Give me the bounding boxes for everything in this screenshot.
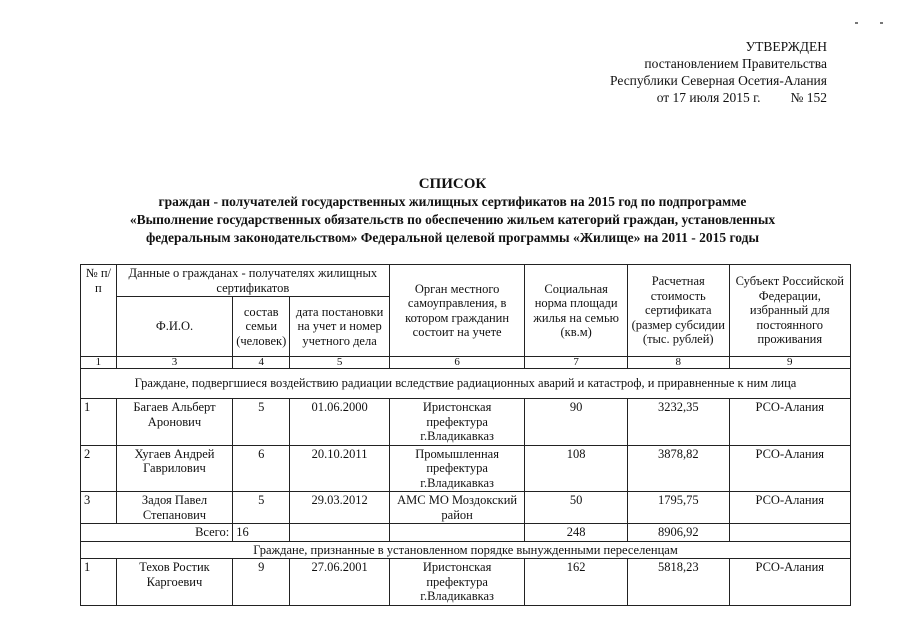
- empty-cell: [290, 524, 390, 542]
- total-family: 16: [233, 524, 290, 542]
- table-row: [81, 559, 851, 606]
- certificates-table: [80, 264, 851, 606]
- table-row: [81, 445, 851, 492]
- header-subject: Субъект Российской Федерации, избранный для постоянного проживания: [729, 265, 850, 357]
- section-title: Граждане, подвергшиеся воздействию радиации вследствие радиационных аварий и катастроф, и приравненные к ним лица: [81, 369, 851, 399]
- cell-norm: 50: [525, 492, 628, 524]
- column-number: 5: [290, 357, 390, 369]
- section-row: [81, 541, 851, 559]
- cell-norm: 108: [525, 445, 628, 492]
- column-number: 3: [116, 357, 232, 369]
- cell-norm: 162: [525, 559, 628, 606]
- header-num: № п/п: [81, 265, 117, 357]
- section-row: [81, 369, 851, 399]
- cell-date: 20.10.2011: [290, 445, 390, 492]
- cell-cost: 3232,35: [627, 399, 729, 446]
- empty-cell: [729, 524, 850, 542]
- approval-line: постановлением Правительства: [644, 56, 827, 71]
- total-cost: 8906,92: [627, 524, 729, 542]
- header-cost: Расчетная стоимость сертификата (размер субсидии (тыс. рублей): [627, 265, 729, 357]
- column-number: 1: [81, 357, 117, 369]
- cell-cost: 1795,75: [627, 492, 729, 524]
- column-number: 4: [233, 357, 290, 369]
- column-number-row: [81, 357, 851, 369]
- cell-subject: РСО-Алания: [729, 445, 850, 492]
- cell-norm: 90: [525, 399, 628, 446]
- document-title: [0, 175, 905, 247]
- cell-authority: Иристонская префектура г.Владикавказ: [389, 399, 524, 446]
- scan-speck: [855, 22, 858, 24]
- empty-cell: [389, 524, 524, 542]
- approval-line: Республики Северная Осетия-Алания: [610, 73, 827, 88]
- title-heading: СПИСОК: [418, 176, 487, 192]
- scan-speck: [880, 22, 883, 24]
- cell-cost: 3878,82: [627, 445, 729, 492]
- approval-date-line: [610, 89, 827, 106]
- section-title: Граждане, признанные в установленном порядке вынужденными переселенцам: [81, 541, 851, 559]
- column-number: 6: [389, 357, 524, 369]
- cell-family: 6: [233, 445, 290, 492]
- cell-date: 01.06.2000: [290, 399, 390, 446]
- cell-authority: АМС МО Моздокский район: [389, 492, 524, 524]
- cell-authority: Иристонская префектура г.Владикавказ: [389, 559, 524, 606]
- cell-subject: РСО-Алания: [729, 559, 850, 606]
- cell-name: Багаев Альберт Аронович: [116, 399, 232, 446]
- header-reg-date: дата постановки на учет и номер учетного дела: [290, 297, 390, 357]
- cell-cost: 5818,23: [627, 559, 729, 606]
- approval-stamp: [610, 38, 827, 106]
- approval-number: № 152: [790, 90, 827, 105]
- total-norm: 248: [525, 524, 628, 542]
- total-row: [81, 524, 851, 542]
- title-line: «Выполнение государственных обязательств по обеспечению жильем категорий граждан, установленных: [129, 212, 776, 227]
- title-line: федеральным законодательством» Федеральной целевой программы «Жилище» на 2011 - 2015 годы: [145, 230, 760, 245]
- cell-family: 5: [233, 399, 290, 446]
- cell-num: 3: [81, 492, 117, 524]
- cell-name: Хугаев Андрей Гаврилович: [116, 445, 232, 492]
- cell-name: Задоя Павел Степанович: [116, 492, 232, 524]
- title-line: граждан - получателей государственных жилищных сертификатов на 2015 год по подпрограмме: [158, 194, 747, 209]
- cell-date: 27.06.2001: [290, 559, 390, 606]
- column-number: 7: [525, 357, 628, 369]
- cell-date: 29.03.2012: [290, 492, 390, 524]
- header-name: Ф.И.О.: [116, 297, 232, 357]
- cell-family: 9: [233, 559, 290, 606]
- cell-num: 1: [81, 559, 117, 606]
- column-number: 8: [627, 357, 729, 369]
- table-row: [81, 492, 851, 524]
- cell-authority: Промышленная префектура г.Владикавказ: [389, 445, 524, 492]
- total-label: Всего:: [81, 524, 233, 542]
- approval-line: УТВЕРЖДЕН: [745, 39, 827, 54]
- cell-num: 2: [81, 445, 117, 492]
- cell-subject: РСО-Алания: [729, 399, 850, 446]
- cell-num: 1: [81, 399, 117, 446]
- approval-date: от 17 июля 2015 г.: [656, 90, 761, 105]
- header-authority: Орган местного самоуправления, в котором гражданин состоит на учете: [389, 265, 524, 357]
- cell-name: Техов Ростик Каргоевич: [116, 559, 232, 606]
- table-row: [81, 399, 851, 446]
- header-citizen-data: Данные о гражданах - получателях жилищных сертификатов: [116, 265, 389, 297]
- header-row: [81, 265, 851, 297]
- column-number: 9: [729, 357, 850, 369]
- cell-family: 5: [233, 492, 290, 524]
- header-family: состав семьи (человек): [233, 297, 290, 357]
- cell-subject: РСО-Алания: [729, 492, 850, 524]
- header-norm: Социальная норма площади жилья на семью (кв.м): [525, 265, 628, 357]
